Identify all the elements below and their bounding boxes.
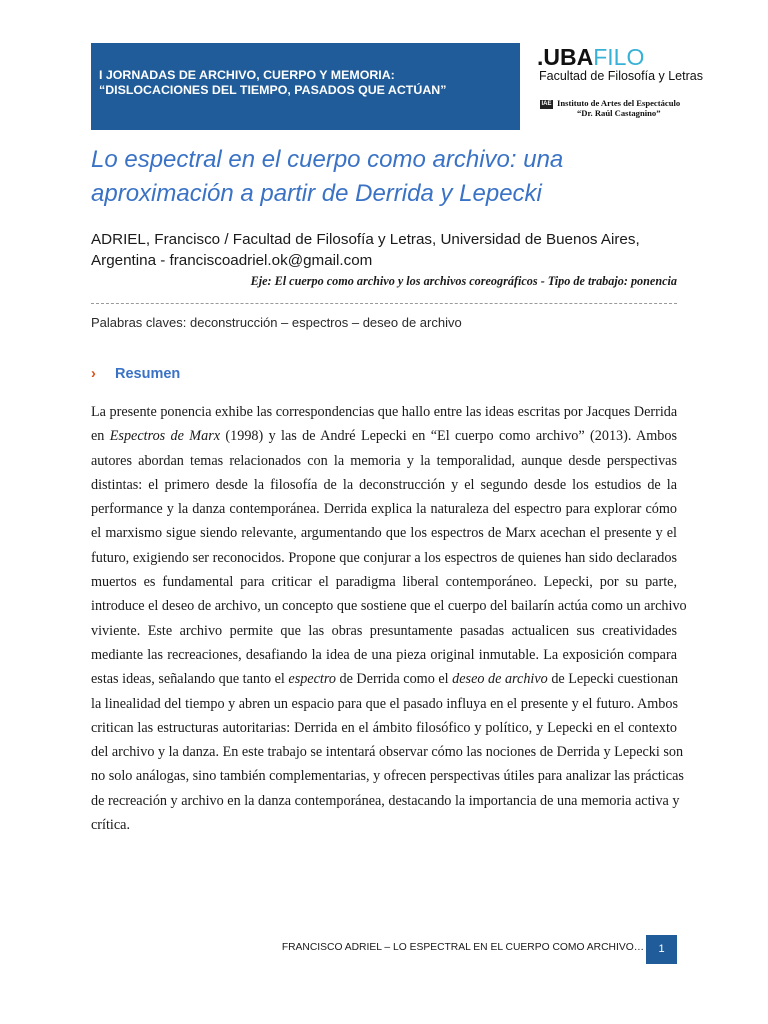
conference-banner [91,43,520,130]
paper-title-line-2: aproximación a partir de Derrida y Lepecki [91,180,542,207]
logo-instituto-line-1: Instituto de Artes del Espectáculo [557,98,681,108]
abstract-line: viviente. Este archivo permite que las obras presuntamente pasadas actualicen sus creatividades [91,622,677,639]
abstract-paragraph [91,400,687,837]
abstract-italic-text: espectro [288,671,336,688]
abstract-line: de recreación y archivo en la danza contemporánea, destacando la importancia de una memoria activa y [91,792,680,809]
banner-line-1: I JORNADAS DE ARCHIVO, CUERPO Y MEMORIA: [99,68,395,82]
abstract-line: no solo análogas, sino también complementarias, y ofrecen perspectivas útiles para analizar las prácticas [91,768,684,785]
abstract-line [91,667,677,691]
abstract-line: La presente ponencia exhibe las correspondencias que hallo entre las ideas escritas por Jacques Derrida [91,404,678,420]
paper-title-line-1: Lo espectral en el cuerpo como archivo: una [91,146,564,173]
author-line-2: Argentina - franciscoadriel.ok@gmail.com [91,252,373,269]
abstract-line: del archivo y la danza. En este trabajo se intentará observar cómo las nociones de Derrida y Lepecki son [91,744,684,761]
abstract-text: en [91,428,110,445]
uba-filo-logo [537,44,703,134]
abstract-line: futuro, exigiendo ser reconocidos. Propone que conjurar a los espectros de quienes han sido declarados [91,549,677,566]
abstract-text: de Derrida como el [335,671,453,688]
abstract-line: performance y la danza contemporánea. Derrida explica la naturaleza del espectro para explorar cómo [91,501,677,518]
iae-logo-icon: IAE [541,101,552,107]
abstract-line: crítica. [91,817,130,834]
paper-title [91,143,691,211]
abstract-line [91,424,677,448]
logo-uba-filo [537,44,644,70]
abstract-line: autores abordan temas relacionados con la memoria y la temporalidad, aunque desde perspectivas [91,452,677,469]
abstract-italic-text: Espectros de Marx [109,428,221,445]
author-affiliation [91,229,691,271]
dashed-divider [91,303,677,304]
section-heading-resumen [91,366,180,382]
author-line-1: ADRIEL, Francisco / Facultad de Filosofía y Letras, Universidad de Buenos Aires, [91,231,640,248]
logo-filo-text: FILO [593,44,645,70]
abstract-line: el marxismo sigue siendo relevante, argumentando que los espectros de Marx acechan el presente y el [91,525,677,542]
abstract-line: critican las estructuras autoritarias: Derrida en el ámbito filosófico y político, y Lepecki en el contexto [91,719,677,736]
abstract-italic-text: deseo de archivo [452,671,548,688]
abstract-line: distintas: el primero desde la filosofía de la deconstrucción y el segundo desde los estudios de la [91,476,677,493]
section-title: Resumen [115,366,181,382]
logo-instituto-line-2: “Dr. Raúl Castagnino” [577,108,661,118]
abstract-line: mediante las recreaciones, desafiando la idea de una pieza original inmutable. La exposición compara [91,646,677,663]
logo-facultad: Facultad de Filosofía y Letras [539,69,703,83]
logo-uba-text: .UBA [537,44,594,70]
abstract-text: de Lepecki cuestionan [547,671,679,688]
banner-line-2: “DISLOCACIONES DEL TIEMPO, PASADOS QUE ACTÚAN” [99,83,447,97]
abstract-line: la linealidad del tiempo y abren un espacio para que el pasado influya en el presente y el futuro. Ambos [91,695,679,712]
abstract-line: muertos es fundamental para criticar el paradigma liberal contemporáneo. Lepecki, por su parte, [91,574,677,591]
abstract-line: introduce el deseo de archivo, un concepto que sostiene que el cuerpo del bailarín actúa como un archivo [91,598,687,615]
chevron-right-icon: › [91,366,96,382]
keywords: Palabras claves: deconstrucción – espectros – deseo de archivo [91,315,462,330]
abstract-text: (1998) y las de André Lepecki en “El cuerpo como archivo” (2013). Ambos [220,428,677,445]
page-number: 1 [646,935,677,964]
running-footer: FRANCISCO ADRIEL – LO ESPECTRAL EN EL CUERPO COMO ARCHIVO… [281,942,644,953]
abstract-text: estas ideas, señalando que tanto el [91,671,289,688]
axis-and-type: Eje: El cuerpo como archivo y los archivos coreográficos - Tipo de trabajo: ponencia [250,274,677,288]
